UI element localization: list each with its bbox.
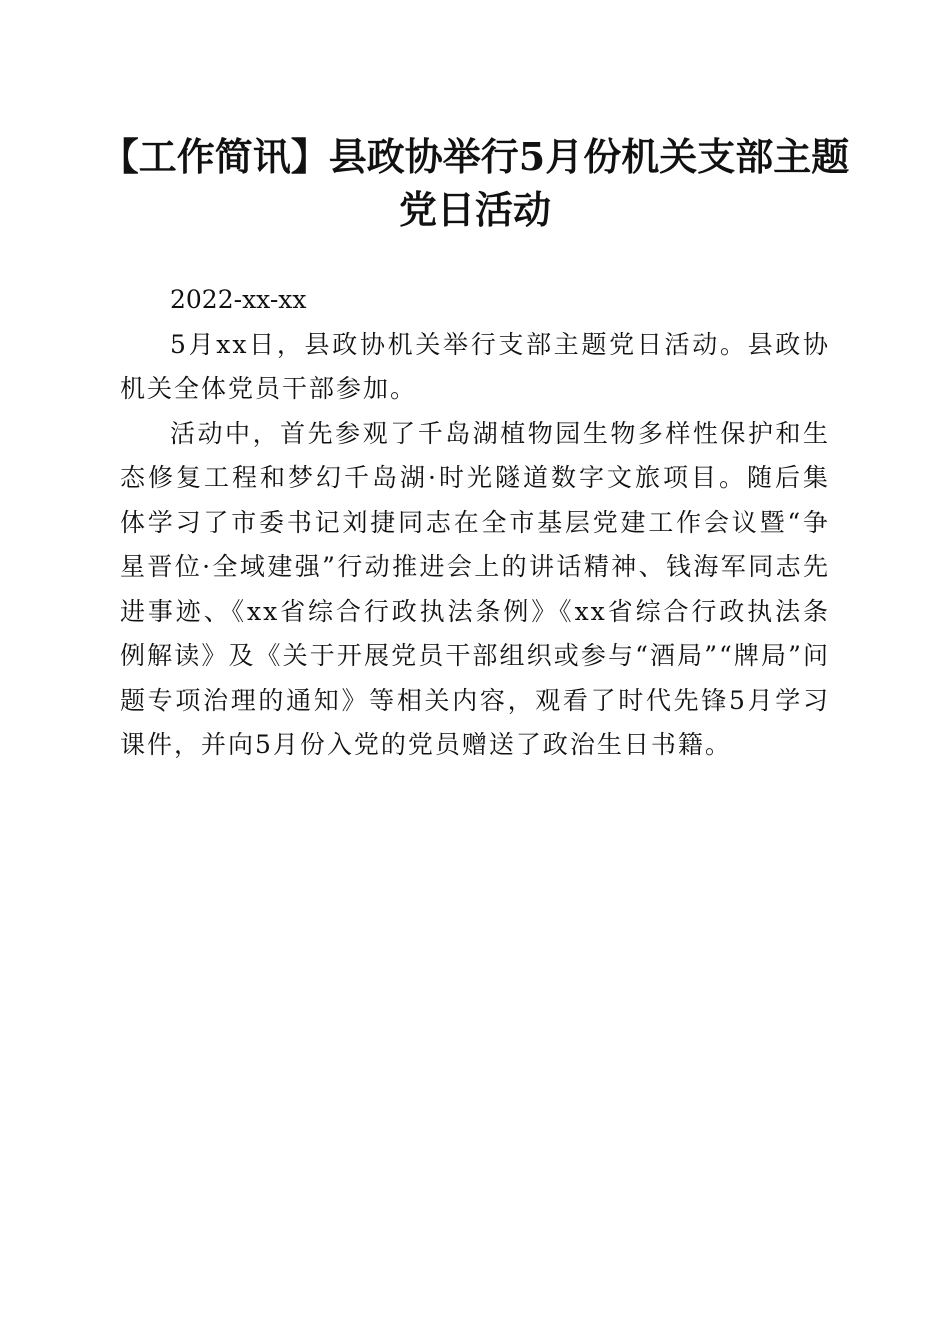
title-line-1: 【工作简讯】县政协举行5月份机关支部主题 bbox=[100, 134, 850, 179]
document-body bbox=[120, 278, 830, 768]
paragraph-1: 5月xx日，县政协机关举行支部主题党日活动。县政协机关全体党员干部参加。 bbox=[120, 329, 830, 403]
title-line-2: 党日活动 bbox=[398, 187, 551, 232]
document-title bbox=[90, 130, 860, 236]
paragraph-2: 活动中，首先参观了千岛湖植物园生物多样性保护和生态修复工程和梦幻千岛湖·时光隧道数字文旅项目。随后集体学习了市委书记刘捷同志在全市基层党建工作会议暨“争星晋位·全域建强”行动推进会上的讲话精神、钱海军同志先进事迹、《xx省综合行政执法条例》《xx省综合行政执法条例解读》及《关于开展党员干部组织或参与“酒局”“牌局”问题专项治理的通知》等相关内容，观看了时代先锋5月学习课件，并向5月份入党的党员赠送了政治生日书籍。 bbox=[120, 418, 830, 759]
publish-date: 2022-xx-xx bbox=[170, 285, 307, 314]
